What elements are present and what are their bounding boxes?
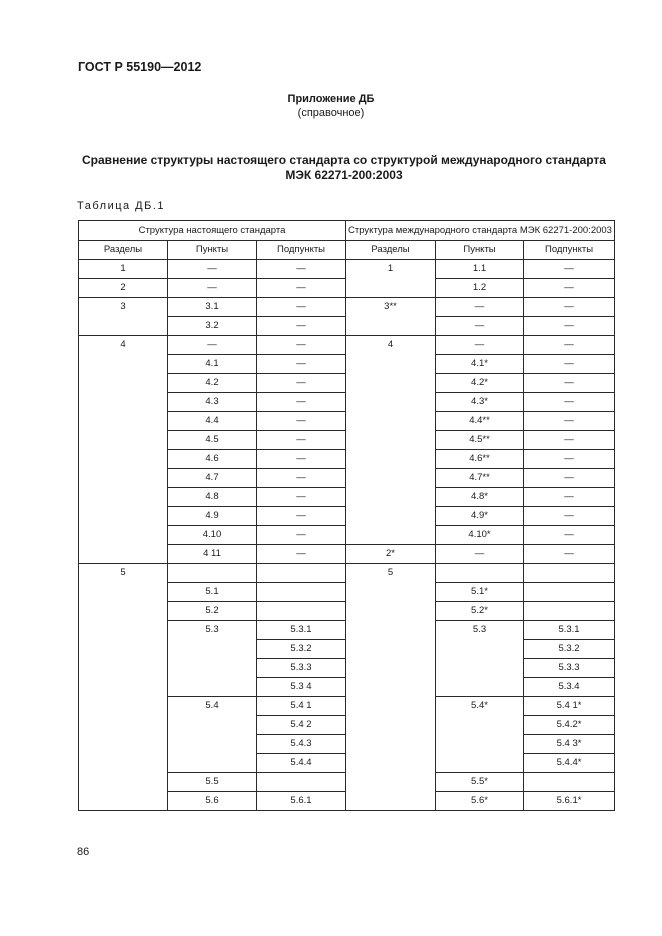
table-cell: 5.3 bbox=[168, 621, 257, 697]
page-number: 86 bbox=[77, 846, 90, 858]
table-cell: 5.3 4 bbox=[257, 678, 346, 697]
table-cell: 4.5** bbox=[436, 431, 524, 450]
table-cell: 4.4 bbox=[168, 412, 257, 431]
table-cell: — bbox=[524, 317, 615, 336]
table-header-row bbox=[79, 241, 615, 260]
table-cell bbox=[524, 583, 615, 602]
section-heading bbox=[0, 153, 662, 182]
table-cell: 4.5 bbox=[168, 431, 257, 450]
table-cell: 5.4.4 bbox=[257, 754, 346, 773]
group-header-right: Структура международного стандарта МЭК 62271-200:2003 bbox=[346, 221, 615, 241]
table-cell: — bbox=[524, 431, 615, 450]
table-cell: 5.5* bbox=[436, 773, 524, 792]
table-cell: 5.4 bbox=[168, 697, 257, 773]
table-cell: — bbox=[524, 260, 615, 279]
table-cell: — bbox=[524, 336, 615, 355]
table-cell bbox=[524, 564, 615, 583]
heading-line-2: МЭК 62271-200:2003 bbox=[285, 167, 403, 182]
table-cell: — bbox=[524, 450, 615, 469]
comparison-table bbox=[78, 220, 615, 811]
appendix-header bbox=[0, 92, 662, 120]
table-cell: 5.4 3* bbox=[524, 735, 615, 754]
table-cell: — bbox=[257, 412, 346, 431]
table-cell: 4.4** bbox=[436, 412, 524, 431]
table-cell: 5.4.3 bbox=[257, 735, 346, 754]
table-cell: 5.4 1 bbox=[257, 697, 346, 716]
table-row bbox=[79, 336, 615, 355]
table-cell: — bbox=[168, 279, 257, 298]
table-cell: — bbox=[524, 298, 615, 317]
table-cell: 4.3* bbox=[436, 393, 524, 412]
column-header: Пункты bbox=[168, 241, 257, 260]
table-cell: 2 bbox=[79, 279, 168, 298]
table-cell: 4.10 bbox=[168, 526, 257, 545]
table-cell: — bbox=[436, 317, 524, 336]
table-cell: 1.2 bbox=[436, 279, 524, 298]
table-cell: 4.7 bbox=[168, 469, 257, 488]
table-cell: 3** bbox=[346, 298, 436, 336]
table-cell: 5.1* bbox=[436, 583, 524, 602]
table-cell: 5.3.3 bbox=[524, 659, 615, 678]
table-cell bbox=[436, 564, 524, 583]
table-cell: 3.2 bbox=[168, 317, 257, 336]
table-cell: — bbox=[257, 507, 346, 526]
table-cell: — bbox=[524, 355, 615, 374]
table-cell: 5.3.1 bbox=[257, 621, 346, 640]
table-cell: 5.3.2 bbox=[257, 640, 346, 659]
table-cell: — bbox=[257, 374, 346, 393]
table-cell: 4.9* bbox=[436, 507, 524, 526]
table-cell: 5.3 bbox=[436, 621, 524, 697]
table-cell: — bbox=[524, 412, 615, 431]
table-cell bbox=[524, 602, 615, 621]
column-header: Разделы bbox=[79, 241, 168, 260]
table-cell: — bbox=[257, 488, 346, 507]
table-cell: — bbox=[524, 469, 615, 488]
table-cell: 5.2 bbox=[168, 602, 257, 621]
table-cell: 3 bbox=[79, 298, 168, 336]
table-cell: — bbox=[257, 526, 346, 545]
table-cell: 2* bbox=[346, 545, 436, 564]
table-cell: — bbox=[524, 393, 615, 412]
table-cell: 5.4.4* bbox=[524, 754, 615, 773]
table-row bbox=[79, 260, 615, 279]
table-caption: Таблица ДБ.1 bbox=[77, 200, 166, 212]
table-cell: 3.1 bbox=[168, 298, 257, 317]
table-group-header-row bbox=[79, 221, 615, 241]
table-cell: 1 bbox=[79, 260, 168, 279]
table-cell: 4.2* bbox=[436, 374, 524, 393]
table-cell: 4.3 bbox=[168, 393, 257, 412]
table-cell: 5.3.2 bbox=[524, 640, 615, 659]
table-row bbox=[79, 298, 615, 317]
table-cell: — bbox=[257, 260, 346, 279]
table-cell: 5 bbox=[79, 564, 168, 811]
column-header: Подпункты bbox=[257, 241, 346, 260]
table-cell: 5.3.4 bbox=[524, 678, 615, 697]
table-cell: — bbox=[257, 298, 346, 317]
table-cell: 4.9 bbox=[168, 507, 257, 526]
column-header: Подпункты bbox=[524, 241, 615, 260]
table-cell: — bbox=[168, 336, 257, 355]
column-header: Пункты bbox=[436, 241, 524, 260]
table-cell: 5.6* bbox=[436, 792, 524, 811]
table-cell: 4.8* bbox=[436, 488, 524, 507]
table-cell: 5.6.1 bbox=[257, 792, 346, 811]
column-header: Разделы bbox=[346, 241, 436, 260]
table-cell: — bbox=[257, 279, 346, 298]
table-cell bbox=[168, 564, 257, 583]
table-cell: 4.1* bbox=[436, 355, 524, 374]
table-cell: — bbox=[257, 545, 346, 564]
table-cell: — bbox=[524, 526, 615, 545]
table-cell bbox=[257, 583, 346, 602]
table-cell: — bbox=[524, 488, 615, 507]
table-cell: — bbox=[524, 507, 615, 526]
table-cell: 4 11 bbox=[168, 545, 257, 564]
table-cell: — bbox=[524, 279, 615, 298]
table-cell: — bbox=[257, 355, 346, 374]
table-cell: 5.1 bbox=[168, 583, 257, 602]
group-header-left: Структура настоящего стандарта bbox=[79, 221, 346, 241]
table-row bbox=[79, 564, 615, 583]
table-cell: 5.3.3 bbox=[257, 659, 346, 678]
table-cell: — bbox=[257, 450, 346, 469]
table-cell: 5.6 bbox=[168, 792, 257, 811]
document-code: ГОСТ Р 55190—2012 bbox=[78, 60, 202, 74]
table-cell bbox=[257, 602, 346, 621]
table-cell: — bbox=[436, 545, 524, 564]
table-cell: — bbox=[257, 469, 346, 488]
heading-line-1: Сравнение структуры настоящего стандарта со структурой международного стандарта bbox=[82, 153, 606, 167]
table-cell: — bbox=[257, 336, 346, 355]
table-cell: 4 bbox=[79, 336, 168, 564]
table-cell: 5.2* bbox=[436, 602, 524, 621]
table-cell: 5.5 bbox=[168, 773, 257, 792]
table-cell: 5.4 2 bbox=[257, 716, 346, 735]
table-cell: 4.6** bbox=[436, 450, 524, 469]
table-cell: — bbox=[257, 393, 346, 412]
table-cell: 5 bbox=[346, 564, 436, 811]
table-cell bbox=[524, 773, 615, 792]
table-cell: — bbox=[436, 336, 524, 355]
table-cell: 5.3.1 bbox=[524, 621, 615, 640]
table-cell: — bbox=[257, 317, 346, 336]
table-cell: — bbox=[524, 545, 615, 564]
table-cell: — bbox=[524, 374, 615, 393]
table-cell bbox=[257, 564, 346, 583]
table-cell: 1.1 bbox=[436, 260, 524, 279]
table-cell: 4.7** bbox=[436, 469, 524, 488]
table-cell: 4.1 bbox=[168, 355, 257, 374]
table-cell: 5.6.1* bbox=[524, 792, 615, 811]
table-cell: 5.4 1* bbox=[524, 697, 615, 716]
table-cell: 5.4* bbox=[436, 697, 524, 773]
table-cell: 4.2 bbox=[168, 374, 257, 393]
appendix-title: Приложение ДБ bbox=[287, 93, 375, 105]
table-cell: 5.4.2* bbox=[524, 716, 615, 735]
table-cell: 4.10* bbox=[436, 526, 524, 545]
table-cell: 4.6 bbox=[168, 450, 257, 469]
table-cell: — bbox=[436, 298, 524, 317]
table-cell: 4 bbox=[346, 336, 436, 545]
table-cell: — bbox=[168, 260, 257, 279]
appendix-subtitle: (справочное) bbox=[297, 107, 365, 119]
table-cell: — bbox=[257, 431, 346, 450]
table-cell bbox=[257, 773, 346, 792]
table-cell: 1 bbox=[346, 260, 436, 298]
table-cell: 4.8 bbox=[168, 488, 257, 507]
